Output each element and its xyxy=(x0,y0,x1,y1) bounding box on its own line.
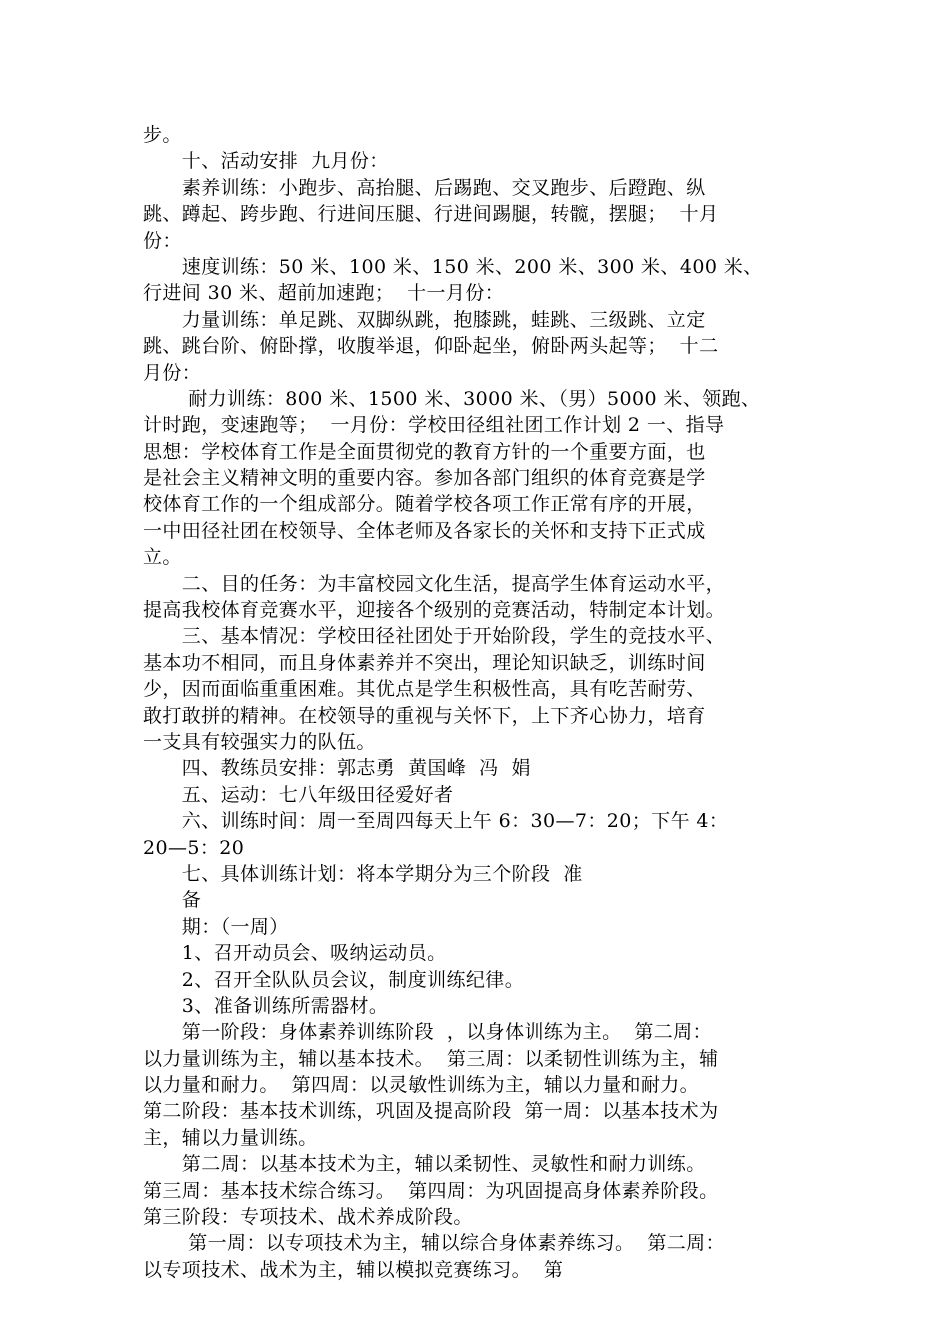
document-body xyxy=(143,122,813,1283)
text-line: 素养训练：小跑步、高抬腿、后踢跑、交叉跑步、后蹬跑、纵 xyxy=(143,176,706,199)
text-line: 第三周：基本技术综合练习。 第四周：为巩固提高身体素养阶段。 xyxy=(143,1179,719,1202)
text-line: 十、活动安排 九月份： xyxy=(143,150,389,173)
text-line: 备 xyxy=(143,889,202,912)
text-line: 力量训练：单足跳、双脚纵跳，抱膝跳，蛙跳、三级跳、立定 xyxy=(143,308,706,331)
text-line: 校体育工作的一个组成部分。随着学校各项工作正常有序的开展， xyxy=(143,493,706,516)
text-line: 三、基本情况：学校田径社团处于开始阶段，学生的竞技水平、 xyxy=(143,625,726,648)
text-line: 跳、跳台阶、俯卧撑，收腹举退，仰卧起坐，俯卧两头起等； 十二 xyxy=(143,335,719,358)
text-line: 一支具有较强实力的队伍。 xyxy=(143,730,376,753)
text-line: 第一周：以专项技术为主，辅以综合身体素养练习。 第二周： xyxy=(143,1232,725,1255)
text-line: 提高我校体育竞赛水平，迎接各个级别的竞赛活动，特制定本计划。 xyxy=(143,599,726,622)
text-line: 速度训练：50 米、100 米、150 米、200 米、300 米、400 米、 xyxy=(143,255,763,278)
text-line: 20—5：20 xyxy=(143,836,245,859)
text-line: 少，因而面临重重困难。其优点是学生积极性高，具有吃苦耐劳、 xyxy=(143,678,706,701)
text-line: 基本功不相同，而且身体素养并不突出，理论知识缺乏，训练时间 xyxy=(143,651,706,674)
text-line: 步。 xyxy=(143,124,182,146)
text-line: 以力量训练为主，辅以基本技术。 第三周：以柔韧性训练为主，辅 xyxy=(143,1047,719,1070)
text-line: 思想：学校体育工作是全面贯彻党的教育方针的一个重要方面，也 xyxy=(143,440,706,463)
text-line: 计时跑，变速跑等； 一月份：学校田径组社团工作计划 2 一、指导 xyxy=(143,414,725,437)
text-line: 跳、蹲起、跨步跑、行进间压腿、行进间踢腿，转髋，摆腿； 十月 xyxy=(143,203,719,226)
text-line: 耐力训练：800 米、1500 米、3000 米、（男）5000 米、领跑、 xyxy=(143,387,761,410)
text-line: 月份： xyxy=(143,361,202,384)
text-line: 七、具体训练计划：将本学期分为三个阶段 准 xyxy=(143,862,583,885)
text-line: 行进间 30 米、超前加速跑； 十一月份： xyxy=(143,282,505,305)
text-line: 四、教练员安排：郭志勇 黄国峰 冯 娟 xyxy=(143,757,531,780)
text-line: 1、召开动员会、吸纳运动员。 xyxy=(143,942,447,965)
text-line: 立。 xyxy=(143,546,182,569)
text-line: 敢打敢拼的精神。在校领导的重视与关怀下，上下齐心协力，培育 xyxy=(143,704,706,727)
text-line: 第三阶段：专项技术、战术养成阶段。 xyxy=(143,1206,473,1229)
text-line: 五、运动：七八年级田径爱好者 xyxy=(143,783,454,806)
text-line: 2、召开全队队员会议，制度训练纪律。 xyxy=(143,968,525,991)
text-line: 是社会主义精神文明的重要内容。参加各部门组织的体育竞赛是学 xyxy=(143,467,706,490)
text-line: 第二阶段：基本技术训练，巩固及提高阶段 第一周：以基本技术为 xyxy=(143,1100,719,1123)
text-line: 期：（一周） xyxy=(143,915,289,938)
text-line: 份： xyxy=(143,229,182,252)
text-line: 第一阶段：身体素养训练阶段 ，以身体训练为主。 第二周： xyxy=(143,1021,712,1044)
text-line: 六、训练时间：周一至周四每天上午 6：30—7：20；下午 4： xyxy=(143,810,729,833)
text-line: 主，辅以力量训练。 xyxy=(143,1126,318,1149)
text-line: 3、准备训练所需器材。 xyxy=(143,994,389,1017)
text-line: 以力量和耐力。 第四周：以灵敏性训练为主，辅以力量和耐力。 xyxy=(143,1074,700,1097)
text-line: 以专项技术、战术为主，辅以模拟竞赛练习。 第 xyxy=(143,1258,564,1281)
text-line: 第二周：以基本技术为主，辅以柔韧性、灵敏性和耐力训练。 xyxy=(143,1153,706,1176)
text-line: 二、目的任务：为丰富校园文化生活，提高学生体育运动水平， xyxy=(143,572,726,595)
text-line: 一中田径社团在校领导、全体老师及各家长的关怀和支持下正式成 xyxy=(143,519,706,542)
